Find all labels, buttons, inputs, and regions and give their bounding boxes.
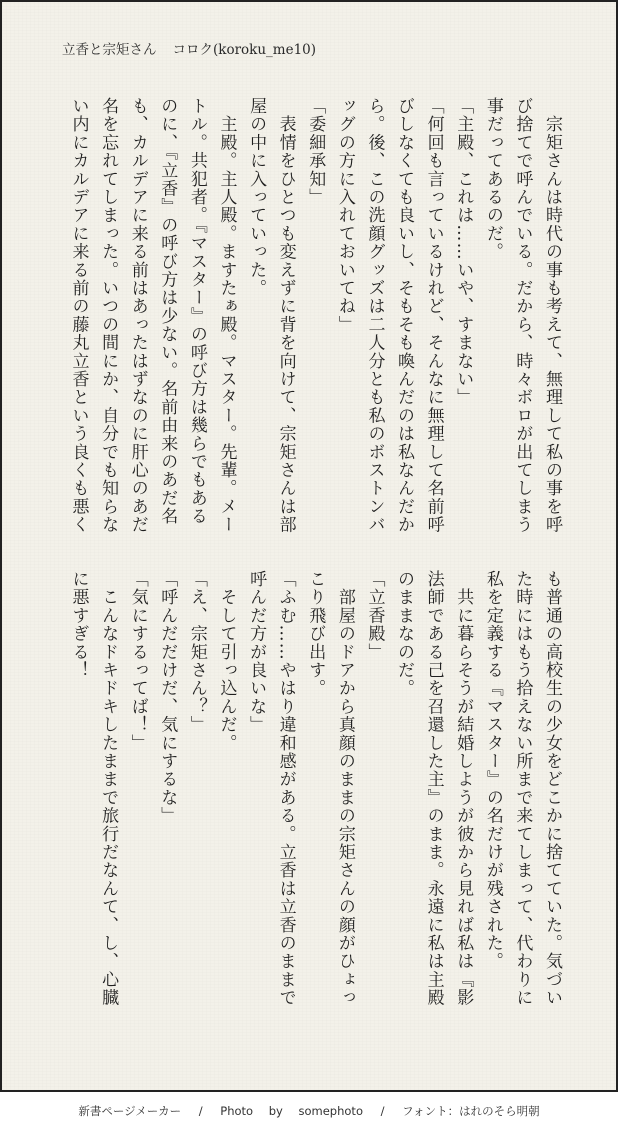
maker-credit: 新書ページメーカー — [78, 1104, 182, 1118]
story-title: 立香と宗矩さん — [62, 42, 157, 58]
text-line: こり飛び出す。 — [305, 570, 326, 698]
text-line: た時にはもう拾えない所まで来てしまって、代わりに — [512, 570, 533, 1007]
text-line: 表情をひとつも変えずに背を向けて、宗矩さんは部 — [275, 97, 296, 534]
text-line: 「気にするってば！」 — [127, 570, 148, 752]
text-line: い内にカルデアに来る前の藤丸立香という良くも悪く — [68, 97, 89, 534]
by-label: by — [268, 1104, 283, 1118]
text-line: ッグの方に入れておいてね」 — [334, 97, 355, 334]
text-line: も普通の高校生の少女をどこかに捨てていた。気づい — [542, 570, 562, 1007]
text-line: のままなのだ。 — [394, 570, 415, 698]
text-line: 部屋のドアから真顔のままの宗矩さんの顔がひょっ — [334, 570, 355, 1007]
text-line: のに、『立香』の呼び方は少ない。名前由来のあだ名 — [157, 97, 178, 526]
lower-text-column — [63, 570, 566, 1010]
text-line: 「立香殿」 — [364, 570, 385, 661]
text-line: 「何回も言っているけれど、そんなに無理して名前呼 — [423, 97, 444, 534]
photo-label: Photo — [220, 1104, 254, 1118]
upper-text-column — [63, 97, 566, 534]
text-line: も、カルデアに来る前はあったはずなのに肝心のあだ — [127, 97, 148, 534]
text-line: に悪すぎる！ — [68, 570, 89, 680]
author-name: コロク(koroku_me10) — [172, 42, 317, 58]
separator: / — [380, 1104, 385, 1118]
text-line: 共に暮らそうが結婚しようが彼から見れば私は『影 — [453, 570, 474, 1007]
text-line: 名を忘れてしまった。いつの間にか、自分でも知らな — [98, 97, 119, 534]
text-line: 「え、宗矩さん？」 — [186, 570, 207, 734]
text-line: 呼んだ方が良いな」 — [246, 570, 267, 734]
text-line: そして引っ込んだ。 — [216, 570, 237, 752]
text-line: 屋の中に入っていった。 — [246, 97, 267, 298]
page-header — [62, 38, 316, 58]
text-line: トル。共犯者。『マスター』の呼び方は幾らでもある — [186, 97, 207, 526]
font-credit: フォント：はれのそら明朝 — [402, 1104, 540, 1118]
text-line: 「委細承知」 — [305, 97, 326, 207]
text-line: 「呼んだだけだ、気にするな」 — [157, 570, 178, 825]
text-line: 「主殿、これは……いや、すまない」 — [453, 97, 474, 407]
text-line: ら。後、この洗顔グッズは二人分とも私のボストンバ — [364, 97, 385, 534]
text-line: び捨てで呼んでいる。だから、時々ボロが出てしまう — [512, 97, 533, 534]
photographer-name: somephoto — [298, 1104, 363, 1118]
text-line: 事だってあるのだ。 — [482, 97, 503, 261]
text-line: こんなドキドキしたままで旅行だなんて、し、心臓 — [98, 570, 119, 1007]
text-line: 「ふむ……やはり違和感がある。立香は立香のままで — [275, 570, 296, 1007]
text-line: 宗矩さんは時代の事も考えて、無理して私の事を呼 — [542, 97, 562, 534]
text-line: 私を定義する『マスター』の名だけが残された。 — [482, 570, 503, 971]
credits-footer — [0, 1103, 618, 1119]
text-line: びしなくても良いし、そもそも喚んだのは私なんだか — [394, 97, 415, 534]
text-line: 法師である己を召還した主』のまま。永遠に私は主殿 — [423, 570, 444, 1007]
text-line: 主殿。主人殿。ますたぁ殿。マスター。先輩。メー — [216, 97, 237, 534]
separator: / — [198, 1104, 203, 1118]
